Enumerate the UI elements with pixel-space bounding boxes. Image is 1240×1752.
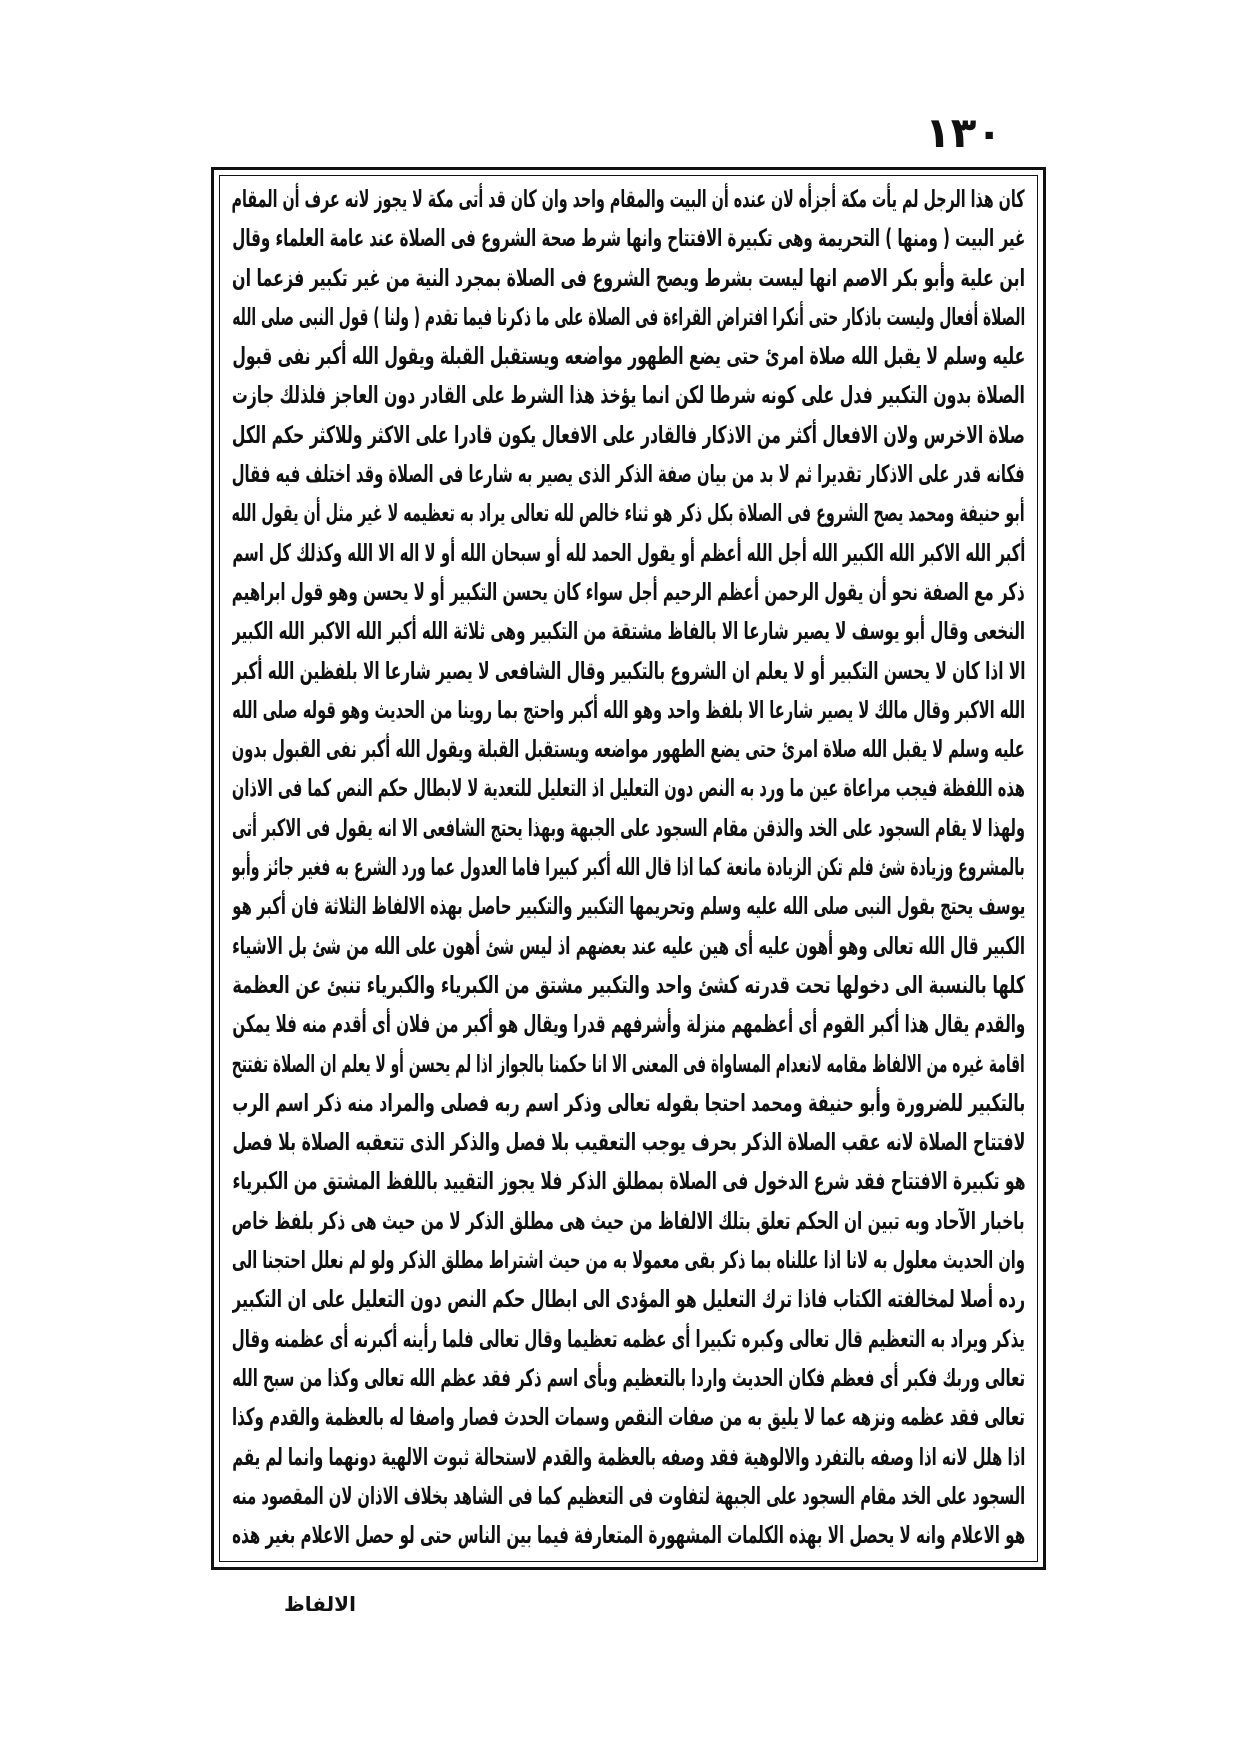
- text-line-content: عليه وسلم لا يقبل الله صلاة امرئ حتى يضع الطهور مواضعه ويستقبل القبلة ويقول الله أكبر نفى القبول بدون: [232, 735, 1025, 764]
- text-line-content: تعالى فقد عظمه ونزهه عما لا يليق به من صفات النقص وسمات الحدث فصار واصفا له بالعظمة والقدم وكذا: [232, 1403, 1025, 1432]
- text-line-content: بالتكبير للضرورة وأبو حنيفة ومحمد احتجا بقوله تعالى وذكر اسم ربه فصلى والمراد منه ذكر اسم الرب: [232, 1088, 1025, 1117]
- text-line-content: يذكر ويراد به التعظيم قال تعالى وكبره تكبيرا أى عظمه تعظيما وقال تعالى فلما رأينه أكبرنه أى عظمنه وقال: [232, 1324, 1025, 1353]
- text-line-content: الصلاة أفعال وليست باذكار حتى أنكرا افتراض القراءة فى الصلاة على ما ذكرنا فيما تقدم ( ولنا ) قول النبى صلى الله: [232, 302, 1025, 331]
- text-line: [232, 1005, 1025, 1044]
- text-line-content: رده أصلا لمخالفته الكتاب فاذا ترك التعليل هو المؤدى الى ابطال حكم النص دون التعليل على ان التكبير: [232, 1285, 1025, 1314]
- text-line-content: الا اذا كان لا يحسن التكبير أو لا يعلم ان الشروع بالتكبير وقال الشافعى لا يصير شارعا الا بلفظين الله أكبر: [232, 656, 1025, 685]
- text-line-content: كلها بالنسبة الى دخولها تحت قدرته كشئ واحد والتكبير مشتق من الكبرياء والكبرياء تنبئ عن العظمة: [232, 970, 1025, 999]
- text-line-content: غير البيت ( ومنها ) التحريمة وهى تكبيرة الافتتاح وانها شرط صحة الشروع فى الصلاة عند عامة العلماء وقال: [232, 224, 1025, 253]
- text-line-content: أكبر الله الاكبر الله الكبير الله أجل الله أعظم أو يقول الحمد لله أو سبحان الله أو لا اله الا الله وكذلك كل اسم: [232, 538, 1025, 567]
- text-line: [232, 1320, 1025, 1359]
- text-line-content: يوسف يحتج بقول النبى صلى الله عليه وسلم وتحريمها التكبير والتكبير حاصل بهذه الالفاظ الثلاثة فان أكبر هو: [232, 892, 1025, 921]
- text-line: [232, 730, 1025, 769]
- catchword: الالفاظ: [284, 1592, 356, 1616]
- text-line: [232, 573, 1025, 612]
- text-block: [219, 175, 1038, 1562]
- text-line-content: صلاة الاخرس ولان الافعال أكثر من الاذكار فالقادر على الافعال يكون قادرا على الاكثر وللاكثر حكم الكل: [232, 420, 1025, 449]
- text-line-content: بالمشروع وزيادة شئ فلم تكن الزيادة مانعة كما اذا قال الله أكبر كبيرا فاما العدول عما ورد الشرع به فغير جائز وأبو: [232, 853, 1025, 882]
- text-line-content: ذكر مع الصفة نحو أن يقول الرحمن أعظم الرحيم أجل سواء كان يحسن التكبير أو لا يحسن وهو قول ابراهيم: [232, 577, 1025, 606]
- text-line-content: وان الحديث معلول به لانا اذا عللناه بما ذكر بقى معمولا به من حيث اشتراط مطلق الذكر ولو لم نعلل احتجنا الى: [232, 1246, 1025, 1275]
- text-line: [232, 1202, 1025, 1241]
- text-line-content: باخبار الآحاد وبه تبين ان الحكم تعلق بتلك الالفاظ من حيث هى مطلق الذكر لا من حيث هى ذكر بلفظ خاص: [232, 1206, 1025, 1235]
- text-line: [232, 927, 1025, 966]
- text-line: [232, 966, 1025, 1005]
- text-line: [232, 180, 1025, 219]
- text-line-content: الله الاكبر وقال مالك لا يصير شارعا الا بلفظ واحد وهو الله أكبر واحتج بما روينا من الحديث وهو قوله صلى الله: [232, 695, 1025, 724]
- text-line-content: اقامة غيره من الالفاظ مقامه لانعدام المساواة فى المعنى الا انا حكمنا بالجواز اذا لم يحسن أو لا يعلم ان الصلاة تفتتح: [232, 1049, 1025, 1078]
- text-line: [232, 337, 1025, 376]
- text-line: [232, 1162, 1025, 1201]
- text-line-content: الصلاة بدون التكبير فدل على كونه شرطا لكن انما يؤخذ هذا الشرط على القادر دون العاجز فلذلك جازت: [232, 381, 1025, 410]
- text-line: [232, 259, 1025, 298]
- text-line: [232, 494, 1025, 533]
- text-line: [232, 612, 1025, 651]
- text-line: [232, 1359, 1025, 1398]
- text-line: [232, 1084, 1025, 1123]
- text-line: [232, 298, 1025, 337]
- text-line: [232, 1123, 1025, 1162]
- text-line-content: النخعى وقال أبو يوسف لا يصير شارعا الا بالفاظ مشتقة من التكبير وهى ثلاثة الله أكبر الله الاكبر الله الكبير: [232, 617, 1025, 646]
- text-line-content: تعالى وربك فكبر أى فعظم فكان الحديث واردا بالتعظيم وبأى اسم ذكر فقد عظم الله تعالى وكذا من سبح الله: [232, 1363, 1025, 1392]
- text-line: [232, 1280, 1025, 1319]
- text-line: [232, 1045, 1025, 1084]
- text-line-content: السجود على الخد مقام السجود على الجبهة لتفاوت فى التعظيم كما فى الشاهد بخلاف الاذان لان المقصود منه: [232, 1481, 1025, 1510]
- text-line-content: الكبير قال الله تعالى وهو أهون عليه أى هين عليه عند بعضهم اذ ليس شئ أهون على الله من شئ بل الاشياء: [232, 931, 1025, 960]
- text-line: [232, 1477, 1025, 1516]
- text-line: [232, 1241, 1025, 1280]
- text-line: [232, 416, 1025, 455]
- text-line-content: هو تكبيرة الافتتاح فقد شرع الدخول فى الصلاة بمطلق الذكر فلا يجوز التقييد باللفظ المشتق من الكبرياء: [232, 1167, 1025, 1196]
- text-line-content: هو الاعلام وانه لا يحصل الا بهذه الكلمات المشهورة المتعارفة فيما بين الناس حتى لو حصل الاعلام بغير هذه: [232, 1521, 1025, 1550]
- text-line: [232, 534, 1025, 573]
- text-line: [232, 1516, 1025, 1555]
- text-frame: [211, 167, 1046, 1570]
- text-line: [232, 848, 1025, 887]
- text-line: [232, 691, 1025, 730]
- text-line: [232, 887, 1025, 926]
- text-line: [232, 769, 1025, 808]
- text-line-content: عليه وسلم لا يقبل الله صلاة امرئ حتى يضع الطهور مواضعه ويستقبل القبلة ويقول الله أكبر نفى قبول: [232, 342, 1025, 371]
- text-line: [232, 1438, 1025, 1477]
- page-number: ١٣٠: [925, 108, 1002, 157]
- text-line-content: والقدم يقال هذا أكبر القوم أى أعظمهم منزلة وأشرفهم قدرا ويقال هو أكبر من فلان أى أقدم منه فلا يمكن: [232, 1010, 1025, 1039]
- text-line-content: لافتتاح الصلاة لانه عقب الصلاة الذكر بحرف يوجب التعقيب بلا فصل والذكر الذى تتعقبه الصلاة بلا فصل: [232, 1128, 1025, 1157]
- text-line: [232, 455, 1025, 494]
- text-line-content: ولهذا لا يقام السجود على الخد والذقن مقام السجود على الجبهة وبهذا يحتج الشافعى الا انه يقول فى الاكبر أتى: [232, 813, 1025, 842]
- text-line-content: أبو حنيفة ومحمد يصح الشروع فى الصلاة بكل ذكر هو ثناء خالص لله تعالى يراد به تعظيمه لا غير مثل أن يقول الله: [232, 499, 1025, 528]
- text-line-content: اذا هلل لانه اذا وصفه بالتفرد والالوهية فقد وصفه بالعظمة والقدم لاستحالة ثبوت الالهية دونهما وانما لم يقم: [232, 1442, 1025, 1471]
- text-line: [232, 376, 1025, 415]
- text-line: [232, 219, 1025, 258]
- text-line-content: كان هذا الرجل لم يأت مكة أجزأه لان عنده أن البيت والمقام واحد وان كان قد أتى مكة لا يجوز لانه عرف أن المقام: [232, 185, 1025, 213]
- text-line: [232, 1398, 1025, 1437]
- text-line-content: فكانه قدر على الاذكار تقديرا ثم لا بد من بيان صفة الذكر الذى يصير به شارعا فى الصلاة وقد اختلف فيه فقال: [232, 460, 1025, 489]
- text-line: [232, 652, 1025, 691]
- text-line-content: هذه اللفظة فيجب مراعاة عين ما ورد به النص دون التعليل اذ التعليل للتعدية لا لابطال حكم النص كما فى الاذان: [232, 774, 1025, 803]
- text-line-content: ابن علية وأبو بكر الاصم انها ليست بشرط ويصح الشروع فى الصلاة بمجرد النية من غير تكبير فزعما ان: [232, 263, 1025, 292]
- text-line: [232, 809, 1025, 848]
